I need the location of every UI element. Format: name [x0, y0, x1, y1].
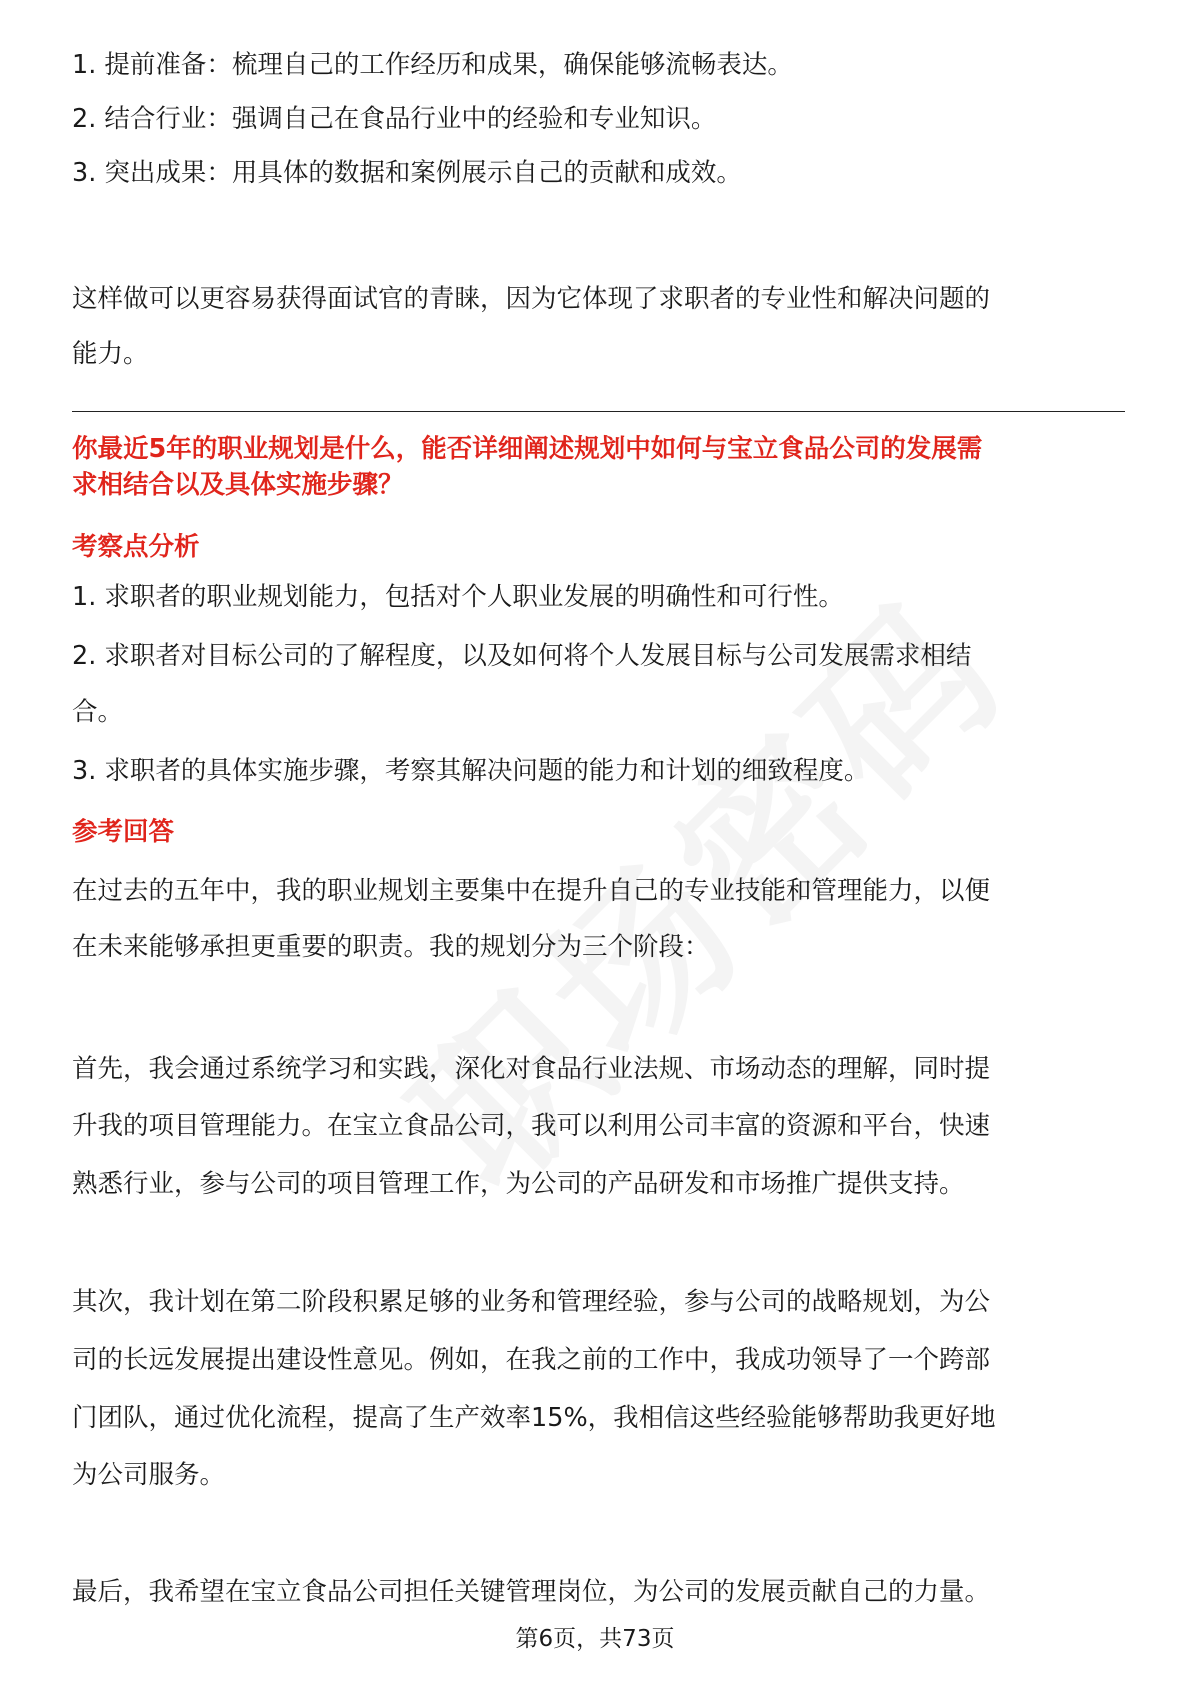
answer-heading: 参考回答 [72, 817, 175, 847]
section-divider [72, 411, 1125, 412]
paragraph-line: 司的长远发展提出建设性意见。例如，在我之前的工作中，我成功领导了一个跨部 [72, 1345, 991, 1375]
paragraph-line: 为公司服务。 [72, 1460, 226, 1490]
paragraph-line: 在过去的五年中，我的职业规划主要集中在提升自己的专业技能和管理能力，以便 [72, 876, 991, 906]
conclusion-line: 能力。 [72, 339, 149, 369]
question-heading: 求相结合以及具体实施步骤？ [72, 470, 404, 500]
paragraph-line: 其次，我计划在第二阶段积累足够的业务和管理经验，参与公司的战略规划，为公 [72, 1287, 991, 1317]
paragraph-line: 首先，我会通过系统学习和实践，深化对食品行业法规、市场动态的理解，同时提 [72, 1054, 991, 1084]
conclusion-line: 这样做可以更容易获得面试官的青睐，因为它体现了求职者的专业性和解决问题的 [72, 284, 991, 314]
list-item: 1. 求职者的职业规划能力，包括对个人职业发展的明确性和可行性。 [72, 582, 844, 612]
paragraph-line: 最后，我希望在宝立食品公司担任关键管理岗位，为公司的发展贡献自己的力量。 [72, 1577, 991, 1607]
list-item: 1. 提前准备：梳理自己的工作经历和成果，确保能够流畅表达。 [72, 50, 793, 80]
list-item: 2. 求职者对目标公司的了解程度，以及如何将个人发展目标与公司发展需求相结 [72, 641, 972, 671]
paragraph-line: 门团队，通过优化流程，提高了生产效率15%，我相信这些经验能够帮助我更好地 [72, 1403, 996, 1433]
paragraph-line: 升我的项目管理能力。在宝立食品公司，我可以利用公司丰富的资源和平台，快速 [72, 1111, 991, 1141]
question-heading: 你最近5年的职业规划是什么，能否详细阐述规划中如何与宝立食品公司的发展需 [72, 434, 983, 464]
list-item: 3. 突出成果：用具体的数据和案例展示自己的贡献和成效。 [72, 158, 742, 188]
list-item: 3. 求职者的具体实施步骤，考察其解决问题的能力和计划的细致程度。 [72, 756, 870, 786]
list-item: 合。 [72, 697, 124, 727]
paragraph-line: 在未来能够承担更重要的职责。我的规划分为三个阶段： [72, 932, 710, 962]
paragraph-line: 熟悉行业，参与公司的项目管理工作，为公司的产品研发和市场推广提供支持。 [72, 1169, 965, 1199]
analysis-heading: 考察点分析 [72, 532, 200, 562]
list-item: 2. 结合行业：强调自己在食品行业中的经验和专业知识。 [72, 104, 717, 134]
page-number: 第6页，共73页 [515, 1626, 675, 1652]
